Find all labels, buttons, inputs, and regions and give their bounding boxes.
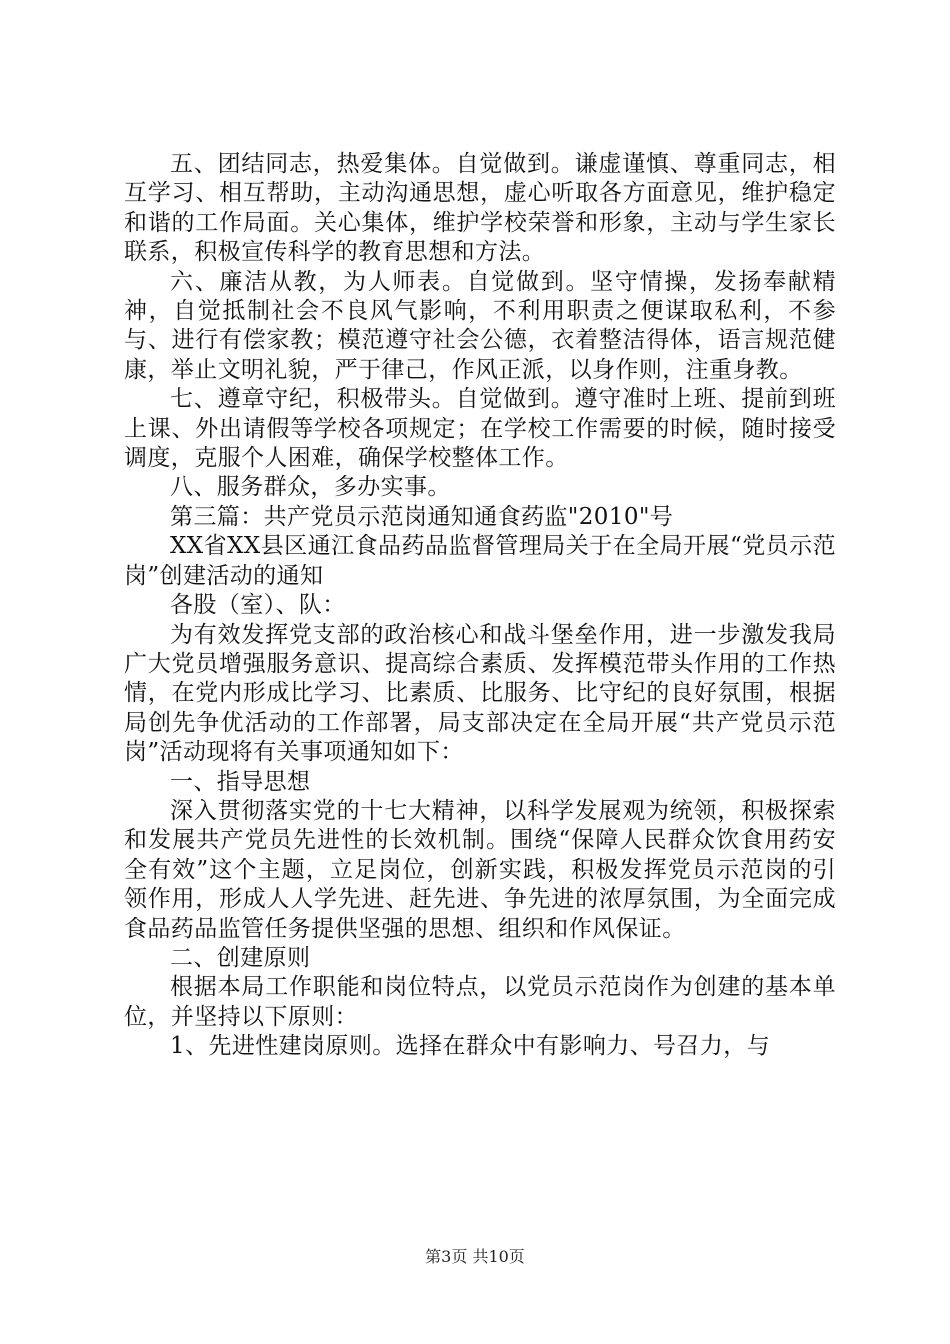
section-heading-part-3: 第三篇：共产党员示范岗通知通食药监"2010"号 [170,503,674,530]
principle-1: 1、先进性建岗原则。选择在群众中有影响力、号召力，与 [170,1033,771,1060]
paragraph-6-integrity: 六、廉洁从教，为人师表。自觉做到。坚守情操，发扬奉献精神，自觉抵制社会不良风气影响，不利用职责之便谋取私利，不参与、进行有偿家教；模范遵守社会公德，衣着整洁得体，语言规范健康，举止文明礼貌，严于律己，作风正派，以身作则，注重身教。 [124,268,836,383]
heading-principles: 二、创建原则 [170,944,311,971]
heading-guiding-ideology: 一、指导思想 [170,768,311,795]
paragraph-principles: 根据本局工作职能和岗位特点，以党员示范岗作为创建的基本单位，并坚持以下原则： [124,974,836,1030]
paragraph-8-service: 八、服务群众，多办实事。 [170,474,451,501]
paragraph-guiding-ideology: 深入贯彻落实党的十七大精神，以科学发展观为统领，积极探索和发展共产党员先进性的长效机制。围绕“保障人民群众饮食用药安全有效”这个主题，立足岗位，创新实践，积极发挥党员示范岗的引领作用，形成人人学先进、赶先进、争先进的浓厚氛围，为全面完成食品药品监管任务提供坚强的思想、组织和作风保证。 [124,797,836,942]
page-number-footer: 第3页 共10页 [425,1247,525,1266]
notice-intro: 为有效发挥党支部的政治核心和战斗堡垒作用，进一步激发我局广大党员增强服务意识、提高综合素质、发挥模范带头作用的工作热情，在党内形成比学习、比素质、比服务、比守纪的良好氛围，根据局创先争优活动的工作部署，局支部决定在全局开展“共产党员示范岗”活动现将有关事项通知如下： [124,621,836,766]
paragraph-7-discipline: 七、遵章守纪，积极带头。自觉做到。遵守准时上班、提前到班上课、外出请假等学校各项规定；在学校工作需要的时候，随时接受调度，克服个人困难，确保学校整体工作。 [124,386,836,472]
paragraph-5-unity: 五、团结同志，热爱集体。自觉做到。谦虚谨慎、尊重同志，相互学习、相互帮助，主动沟通思想，虚心听取各方面意见，维护稳定和谐的工作局面。关心集体，维护学校荣誉和形象，主动与学生家长联系，积极宣传科学的教育思想和方法。 [124,151,836,266]
notice-title: XX省XX县区通江食品药品监督管理局关于在全局开展“党员示范岗”创建活动的通知 [124,533,836,589]
document-body [124,150,836,1062]
notice-addressee: 各股（室）、队： [170,592,346,619]
